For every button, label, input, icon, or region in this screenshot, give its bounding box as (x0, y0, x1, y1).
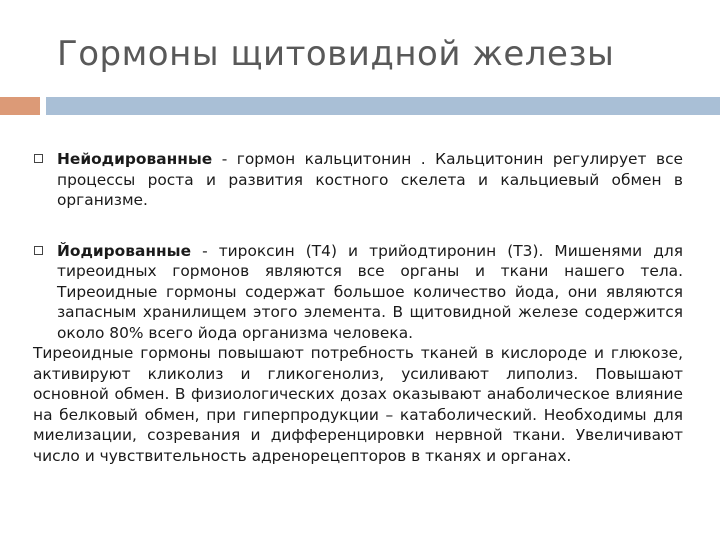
square-bullet-icon (34, 246, 43, 255)
accent-bar-blue (46, 97, 720, 115)
bullet-item-iodinated (33, 241, 683, 344)
bullet-lead: Йодированные (57, 241, 192, 260)
slide-content (33, 149, 683, 466)
square-bullet-icon (34, 154, 43, 163)
bullet-body: - гормон кальцитонин . Кальцитонин регулирует все процессы роста и развития костного скелета и кальциевый обмен в организме. (57, 150, 683, 209)
bullet-text (57, 241, 683, 344)
bullet-text (57, 149, 683, 211)
accent-bar-orange (0, 97, 40, 115)
bullet-lead: Нейодированные (57, 150, 213, 168)
bullet-body: - тироксин (Т4) и трийодтиронин (Т3). Мишенями для тиреоидных гормонов являются все органы и ткани нашего тела. Тиреоидные гормоны содержат большое количество йода, они являются запасным хранилищем этого элемента. В щитовидной железе содержится около 80% всего йода организма человека. (57, 241, 683, 342)
slide-title: Гормоны щитовидной железы (57, 34, 615, 74)
bullet-item-nonIodinated (33, 149, 683, 211)
body-paragraph: Тиреоидные гормоны повышают потребность тканей в кислороде и глюкозе, активируют кликолиз и гликогенолиз, усиливают липолиз. Повышают основной обмен. В физиологических дозах оказывают анаболическое влияние на белковый обмен, при гиперпродукции – катаболический. Необходимы для миелизации, созревания и дифференцировки нервной ткани. Увеличивают число и чувствительность адренорецепторов в тканях и органах. (33, 344, 683, 465)
